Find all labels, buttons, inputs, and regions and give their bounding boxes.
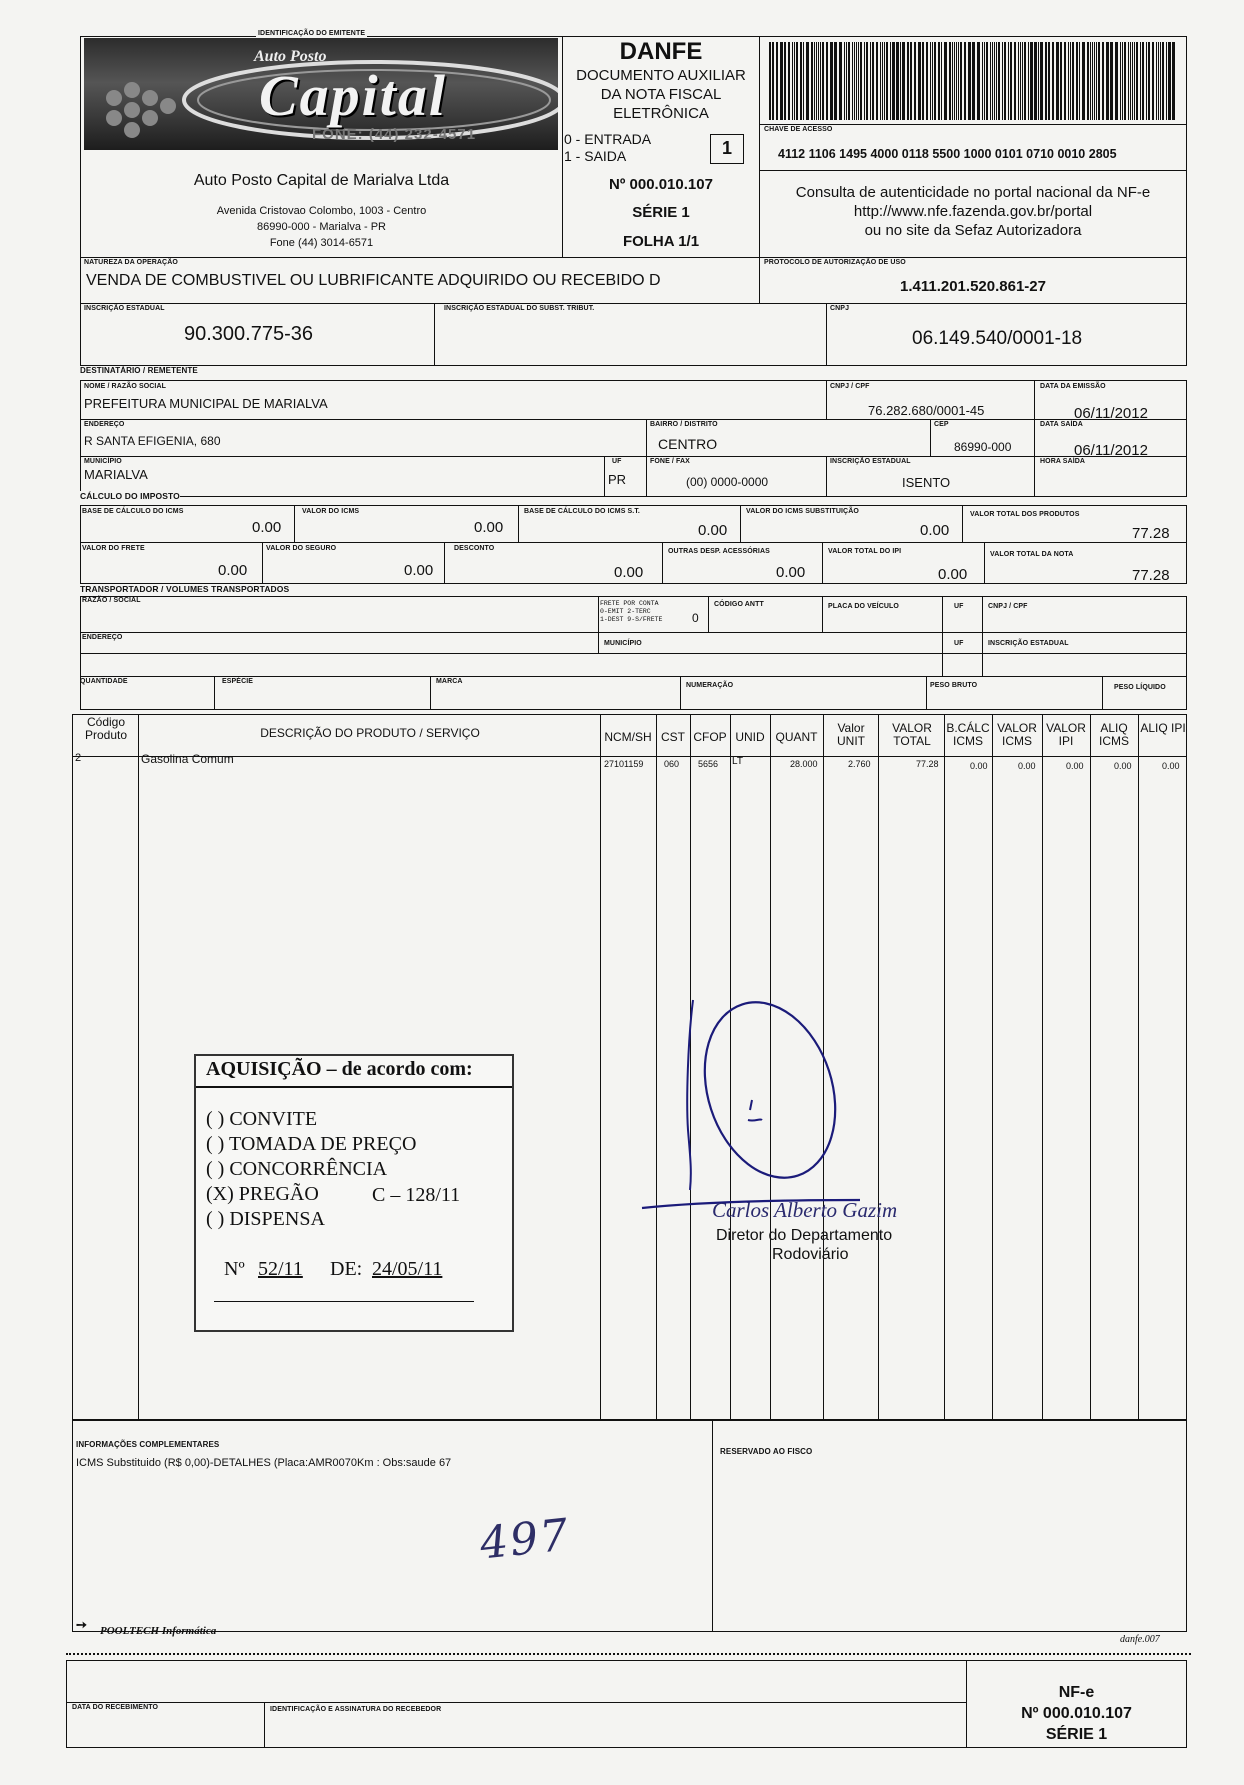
rodape-nfe: NF-e <box>1058 1684 1095 1701</box>
transp-razao-label: RAZÃO / SOCIAL <box>82 597 141 604</box>
transp-numeracao-label: NUMERAÇÃO <box>686 682 734 689</box>
transp-uf-label: UF <box>954 603 964 610</box>
stamp-opt-dispensa: ( ) DISPENSA <box>206 1208 325 1230</box>
danfe-subtitle-2: DA NOTA FISCAL <box>600 86 722 103</box>
aquisicao-stamp <box>194 1054 514 1332</box>
total-nota-value: 77.28 <box>1132 567 1170 584</box>
stamp-opt-pregao-code: C – 128/11 <box>372 1184 461 1206</box>
transp-frete-value: 0 <box>692 611 699 625</box>
dest-ie-value: ISENTO <box>902 475 951 490</box>
cnpj-emitente-value: 06.149.540/0001-18 <box>912 328 1083 349</box>
col-cfop-header: CFOP <box>693 730 727 744</box>
barcode-icon <box>767 42 1177 120</box>
danfe-serie: SÉRIE 1 <box>632 204 690 221</box>
dest-fone-label: FONE / FAX <box>650 458 690 465</box>
transp-uf2-label: UF <box>954 640 964 647</box>
danfe-entrada: 0 - ENTRADA <box>564 131 652 147</box>
dest-data-emissao-value: 06/11/2012 <box>1074 405 1148 422</box>
base-icms-label: BASE DE CÁLCULO DO ICMS <box>82 508 184 515</box>
danfe-folha: FOLHA 1/1 <box>622 233 700 250</box>
dest-bairro-label: BAIRRO / DISTRITO <box>650 421 718 428</box>
stamp-opt-pregao: (X) PREGÃO <box>206 1183 319 1205</box>
outras-value: 0.00 <box>776 564 806 581</box>
identificacao-recebedor-label: IDENTIFICAÇÃO E ASSINATURA DO RECEBEDOR <box>270 1706 442 1713</box>
data-recebimento-label: DATA DO RECEBIMENTO <box>72 1704 159 1711</box>
chave-label: CHAVE DE ACESSO <box>764 126 833 133</box>
row-codigo: 2 <box>75 752 82 764</box>
emitente-fone: Fone (44) 3014-6571 <box>269 237 374 249</box>
rodape-numero: Nº 000.010.107 <box>1021 1705 1132 1722</box>
natureza-value: VENDA DE COMBUSTIVEL OU LUBRIFICANTE ADQUIRIDO OU RECEBIDO D <box>86 272 661 289</box>
col-ncm-header: NCM/SH <box>604 730 652 744</box>
chave-value: 4112 1106 1495 4000 0118 5500 1000 0101 0710 0010 2805 <box>778 147 1117 161</box>
ipi-value: 0.00 <box>938 566 968 583</box>
transp-placa-label: PLACA DO VEÍCULO <box>828 603 899 610</box>
transp-frete-line-1: FRETE POR CONTA <box>600 600 659 607</box>
stamp-numero: 52/11 <box>258 1258 303 1280</box>
transp-peso-bruto-label: PESO BRUTO <box>930 682 978 689</box>
total-produtos-value: 77.28 <box>1132 525 1170 542</box>
emitente-logo <box>84 38 558 150</box>
valor-icms-label: VALOR DO ICMS <box>302 508 360 515</box>
col-descricao-header: DESCRIÇÃO DO PRODUTO / SERVIÇO <box>260 726 480 740</box>
info-label: INFORMAÇÕES COMPLEMENTARES <box>76 1440 220 1449</box>
col-codigo-header: Código Produto <box>84 715 128 742</box>
dest-data-saida-value: 06/11/2012 <box>1074 442 1148 459</box>
transp-cnpj-label: CNPJ / CPF <box>988 603 1028 610</box>
total-produtos-label: VALOR TOTAL DOS PRODUTOS <box>970 511 1080 518</box>
transp-ie-label: INSCRIÇÃO ESTADUAL <box>988 640 1069 647</box>
stamp-data: 24/05/11 <box>372 1258 443 1280</box>
transporte-section-label: TRANSPORTADOR / VOLUMES TRANSPORTADOS <box>80 584 290 594</box>
dest-endereco-value: R SANTA EFIGENIA, 680 <box>84 434 221 448</box>
row-bc-icms: 0.00 <box>970 761 988 771</box>
transp-peso-liquido-label: PESO LÍQUIDO <box>1114 684 1166 691</box>
transp-endereco-label: ENDEREÇO <box>82 634 123 641</box>
frete-value: 0.00 <box>218 562 248 579</box>
col-bc-icms-header: B.CÁLC ICMS <box>946 721 990 748</box>
row-ncm: 27101159 <box>604 759 644 769</box>
dest-data-saida-label: DATA SAÍDA <box>1040 421 1083 428</box>
row-cst: 060 <box>664 759 680 769</box>
protocolo-value: 1.411.201.520.861-27 <box>900 278 1046 295</box>
base-icms-value: 0.00 <box>252 519 282 536</box>
dest-data-emissao-label: DATA DA EMISSÃO <box>1040 383 1106 390</box>
transp-frete-por-conta <box>600 600 662 624</box>
pooltech-arrow-icon: ➙ <box>76 1617 87 1632</box>
emitente-nome: Auto Posto Capital de Marialva Ltda <box>193 172 450 189</box>
chave-consulta-3: ou no site da Sefaz Autorizadora <box>864 222 1082 239</box>
transp-antt-label: CÓDIGO ANTT <box>714 601 764 608</box>
fisco-label: RESERVADO AO FISCO <box>720 1447 813 1456</box>
row-quant: 28.000 <box>790 759 818 769</box>
chave-consulta-1: Consulta de autenticidade no portal nacional da NF-e <box>795 184 1151 201</box>
valor-st-value: 0.00 <box>920 522 950 539</box>
transp-frete-line-3: 1-DEST 9-S/FRETE <box>600 616 663 623</box>
dest-uf-value: PR <box>608 472 627 487</box>
dest-cep-value: 86990-000 <box>954 440 1012 454</box>
row-aliq-icms: 0.00 <box>1114 761 1132 771</box>
seguro-value: 0.00 <box>404 562 434 579</box>
natureza-label: NATUREZA DA OPERAÇÃO <box>84 259 178 266</box>
outras-label: OUTRAS DESP. ACESSÓRIAS <box>668 548 770 555</box>
base-st-value: 0.00 <box>698 522 728 539</box>
row-valor-unit: 2.760 <box>848 759 871 769</box>
transp-municipio-label: MUNICÍPIO <box>604 640 642 647</box>
info-text: ICMS Substituido (R$ 0,00)-DETALHES (Placa:AMR0070Km : Obs:saude 67 <box>76 1457 452 1469</box>
stamp-opt-tomada: ( ) TOMADA DE PREÇO <box>206 1133 417 1155</box>
signature-name: Carlos Alberto Gazim <box>712 1198 898 1222</box>
danfe-code: danfe.007 <box>1120 1634 1160 1645</box>
stamp-numero-label: Nº <box>224 1258 245 1280</box>
stamp-opt-concorrencia: ( ) CONCORRÊNCIA <box>206 1158 388 1180</box>
row-valor-ipi: 0.00 <box>1066 761 1084 771</box>
rodape-serie: SÉRIE 1 <box>1045 1726 1108 1743</box>
row-cfop: 5656 <box>698 759 719 769</box>
base-st-label: BASE DE CÁLCULO DO ICMS S.T. <box>524 508 640 515</box>
valor-icms-value: 0.00 <box>474 519 504 536</box>
dotted-cut-line <box>66 1653 1191 1655</box>
cnpj-emitente-label: CNPJ <box>830 305 850 312</box>
col-quant-header: QUANT <box>775 730 818 744</box>
row-aliq-ipi: 0.00 <box>1162 761 1180 771</box>
row-valor-icms: 0.00 <box>1018 761 1036 771</box>
dest-municipio-value: MARIALVA <box>84 467 148 482</box>
dest-cnpj-value: 76.282.680/0001-45 <box>868 403 985 418</box>
dest-nome-label: NOME / RAZÃO SOCIAL <box>84 383 167 390</box>
transp-marca-label: MARCA <box>436 678 463 685</box>
dest-cnpj-label: CNPJ / CPF <box>830 383 870 390</box>
desconto-label: DESCONTO <box>454 545 495 552</box>
transp-especie-label: ESPÉCIE <box>222 678 254 685</box>
danfe-saida: 1 - SAIDA <box>564 148 627 164</box>
col-aliq-ipi-header: ALIQ IPI <box>1140 721 1186 735</box>
danfe-subtitle-1: DOCUMENTO AUXILIAR <box>576 67 746 84</box>
stamp-title: AQUISIÇÃO – de acordo com: <box>206 1058 473 1080</box>
destinatario-section-label: DESTINATÁRIO / REMETENTE <box>80 366 198 375</box>
valor-st-label: VALOR DO ICMS SUBSTITUIÇÃO <box>746 508 859 515</box>
chave-consulta-2: http://www.nfe.fazenda.gov.br/portal <box>853 203 1093 220</box>
col-valor-ipi-header: VALOR IPI <box>1046 721 1086 748</box>
row-unid: LT <box>732 756 743 767</box>
danfe-numero: Nº 000.010.107 <box>609 176 713 193</box>
desconto-value: 0.00 <box>614 564 644 581</box>
row-valor-total: 77.28 <box>916 759 939 769</box>
pooltech-brand: POOLTECH Informática <box>100 1625 217 1637</box>
emitente-cidade: 86990-000 - Marialva - PR <box>256 221 386 233</box>
frete-label: VALOR DO FRETE <box>82 545 145 552</box>
logo-small-text: Auto Posto <box>254 48 327 65</box>
dest-bairro-value: CENTRO <box>658 436 718 452</box>
danfe-title: DANFE <box>619 38 703 65</box>
total-nota-label: VALOR TOTAL DA NOTA <box>990 551 1074 558</box>
col-valor-unit-header: Valor UNIT <box>837 721 865 748</box>
col-cst-header: CST <box>661 730 685 744</box>
ie-label: INSCRIÇÃO ESTADUAL <box>84 305 165 312</box>
dest-hora-label: HORA SAÍDA <box>1040 458 1086 465</box>
protocolo-label: PROTOCOLO DE AUTORIZAÇÃO DE USO <box>764 259 906 266</box>
dest-endereco-label: ENDEREÇO <box>84 421 125 428</box>
dest-municipio-label: MUNICÍPIO <box>84 458 122 465</box>
stamp-opt-convite: ( ) CONVITE <box>206 1108 318 1130</box>
seguro-label: VALOR DO SEGURO <box>266 545 337 552</box>
dest-fone-value: (00) 0000-0000 <box>686 475 769 489</box>
dest-ie-label: INSCRIÇÃO ESTADUAL <box>830 458 911 465</box>
logo-fone-text: FONE: (44) 232-4571 <box>312 126 477 143</box>
dest-cep-label: CEP <box>934 421 949 428</box>
info-handwritten-number: 497 <box>477 1509 573 1570</box>
transp-quantidade-label: QUANTIDADE <box>80 678 128 685</box>
ipi-label: VALOR TOTAL DO IPI <box>828 548 902 555</box>
ie-st-label: INSCRIÇÃO ESTADUAL DO SUBST. TRIBUT. <box>444 305 595 312</box>
emitente-section-label: IDENTIFICAÇÃO DO EMITENTE <box>258 30 366 37</box>
stamp-data-label: DE: <box>330 1258 363 1280</box>
col-valor-total-header: VALOR TOTAL <box>892 721 932 748</box>
dest-nome-value: PREFEITURA MUNICIPAL DE MARIALVA <box>84 396 328 411</box>
danfe-subtitle-3: ELETRÔNICA <box>613 105 709 122</box>
col-valor-icms-header: VALOR ICMS <box>997 721 1037 748</box>
imposto-section-label: CÁLCULO DO IMPOSTO <box>80 491 180 501</box>
signature-cargo-1: Diretor do Departamento <box>716 1227 893 1244</box>
danfe-tipo-box: 1 <box>710 134 744 164</box>
emitente-endereco: Avenida Cristovao Colombo, 1003 - Centro <box>216 205 427 217</box>
logo-brand-text: Capital <box>259 63 448 128</box>
signature-cargo-2: Rodoviário <box>772 1246 849 1263</box>
ie-value: 90.300.775-36 <box>184 323 314 345</box>
dest-uf-label: UF <box>612 458 622 465</box>
col-aliq-icms-header: ALIQ ICMS <box>1099 721 1129 748</box>
transp-frete-line-2: 0-EMIT 2-TERC <box>600 608 651 615</box>
col-unid-header: UNID <box>735 730 765 744</box>
row-descricao: Gasolina Comum <box>141 752 234 766</box>
info-box <box>72 1420 1187 1632</box>
